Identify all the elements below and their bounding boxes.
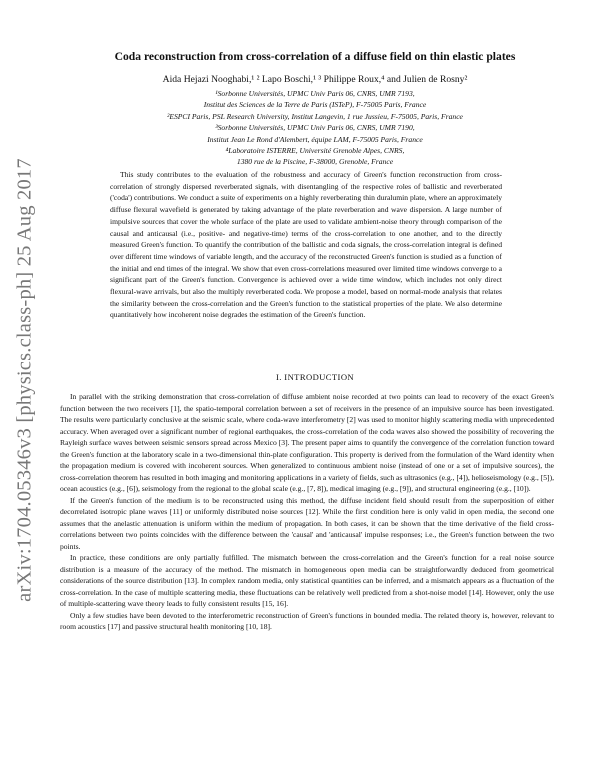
body-paragraph: In parallel with the striking demonstration that cross-correlation of diffuse ambient noise recorded at two points can lead to recovery of the exact Green's function between the two receivers [1], the spatio-temporal correlation between a set of receivers in the presence of an impulsive source has been investigated. The results were particularly conclusive at the seismic scale, where coda-wave interferometry [2] was used to monitor highly scattering media with unprecedented accuracy. When averaged over a significant number of regional earthquakes, the cross-correlation of the coda waves also showed the possibility of recovering the Rayleigh surface waves between seismic sensors spread across Mexico [3]. The present paper aims to quantify the convergence of the correlation function toward the Green's function at the laboratory scale in a two-dimensional thin-plate configuration. This property is derived from the formulation of the Ward identity when the propagation medium is covered with incoherent sources. When generalized to continuous ambient noise (instead of one or a set of impulsive sources), the cross-correlation theorem has resulted in both imaging and monitoring applications in a variety of fields, such as ultrasonics (e.g., [4]), helioseismology (e.g., [5]), ocean acoustics (e.g., [6]), seismology from the regional to the global scale (e.g., [7, 8]), medical imaging (e.g., [9]), and structural engineering (e.g., [10]). (60, 392, 554, 493)
paper-title: Coda reconstruction from cross-correlation of a diffuse field on thin elastic plates (114, 50, 516, 63)
affiliations (70, 88, 560, 168)
body-text (60, 391, 554, 633)
affiliation-line: Institut Jean Le Rond d'Alembert, équipe LAM, F-75005 Paris, France (207, 134, 423, 144)
affiliation-line: ²ESPCI Paris, PSL Research University, Institut Langevin, 1 rue Jussieu, F-75005, Paris, France (167, 111, 463, 121)
body-paragraph: In practice, these conditions are only partially fulfilled. The mismatch between the cross-correlation and the Green's function for a real noise source distribution is a measure of the accuracy of the method. The mismatch in homogeneous open media can be straightforwardly deduced from geometrical considerations of the source distribution [13]. In complex random media, only statistical quantities can be inferred, and a mismatch appears as a fluctuation of the cross-correlation. In the case of multiple scattering media, these fluctuations can be relatively well predicted from a shot-noise model [14]. However, only the use of multiple-scattering wave theory leads to fully consistent results [15, 16]. (60, 553, 554, 608)
affiliation-line: 1380 rue de la Piscine, F-38000, Grenoble, France (236, 157, 394, 167)
affiliation-line: ¹Sorbonne Universités, UPMC Univ Paris 06, CNRS, UMR 7193, (215, 89, 415, 98)
body-paragraph: Only a few studies have been devoted to the interferometric reconstruction of Green's functions in bounded media. The related theory is, however, relevant to room acoustics [17] and passive structural health monitoring [10, 18]. (60, 610, 554, 631)
affiliation-line: Institut des Sciences de la Terre de Paris (ISTeP), F-75005 Paris, France (203, 100, 427, 110)
body-paragraph: If the Green's function of the medium is to be reconstructed using this method, the diffuse incident field should result from the superposition of either decorrelated isotropic plane waves [11] or uniformly distributed noise sources [12]. While the first condition here is only valid in open media, the second one assumes that the anelastic attenuation is uniform within the medium of propagation. In both cases, it can be shown that the time derivative of the field cross-correlations between two points coincides with the difference between the 'causal' and 'anticausal' impulse responses; i.e., the Green's function between the two points. (60, 495, 554, 551)
arxiv-sidebar (8, 160, 42, 600)
author-list: Aida Hejazi Nooghabi,¹ ² Lapo Boschi,¹ ³ Philippe Roux,⁴ and Julien de Rosny² (162, 74, 468, 85)
affiliation-line: ⁴Laboratoire ISTERRE, Université Grenoble Alpes, CNRS, (225, 146, 405, 156)
affiliation-line: ³Sorbonne Universités, UPMC Univ Paris 06, CNRS, UMR 7190, (215, 123, 415, 133)
arxiv-identifier: arXiv:1704.05346v3 [physics.class-ph] 25 Aug 2017 (13, 158, 36, 602)
abstract: This study contributes to the evaluation of the robustness and accuracy of Green's function reconstruction from cross-correlation of strongly dispersed reverberated signals, with disentangling of the respective roles of ballistic and reverberated ('coda') contributions. We conduct a suite of experiments on a highly reverberating thin duralumin plate, where an approximately diffuse flexural wavefield is generated by taking advantage of the plate reverberation and wave dispersion. A large number of impulsive sources that cover the whole surface of the plate are used to validate ambient-noise theory through comparison of the causal and anticausal (i.e., positive- and negative-time) terms of the cross-correlation to one another, and to the directly measured Green's function. To quantify the contribution of the ballistic and coda signals, the cross-correlation integral is defined over different time windows of variable length, and the accuracy of the reconstructed Green's function is studied as a function of the initial and end times of the integral. We show that even cross-correlations measured over limited time windows converge to a significant part of the Green's function. Convergence is achieved over a wide time window, which includes not only direct flexural-wave arrivals, but also the multiply reverberated coda. We propose a model, based on normal-mode analysis that relates the similarity between the cross-correlation and the Green's function to the statistical properties of the plate. We also determine quantitatively how incoherent noise degrades the estimation of the Green's function. (110, 170, 502, 320)
section-heading: I. INTRODUCTION (275, 372, 355, 382)
